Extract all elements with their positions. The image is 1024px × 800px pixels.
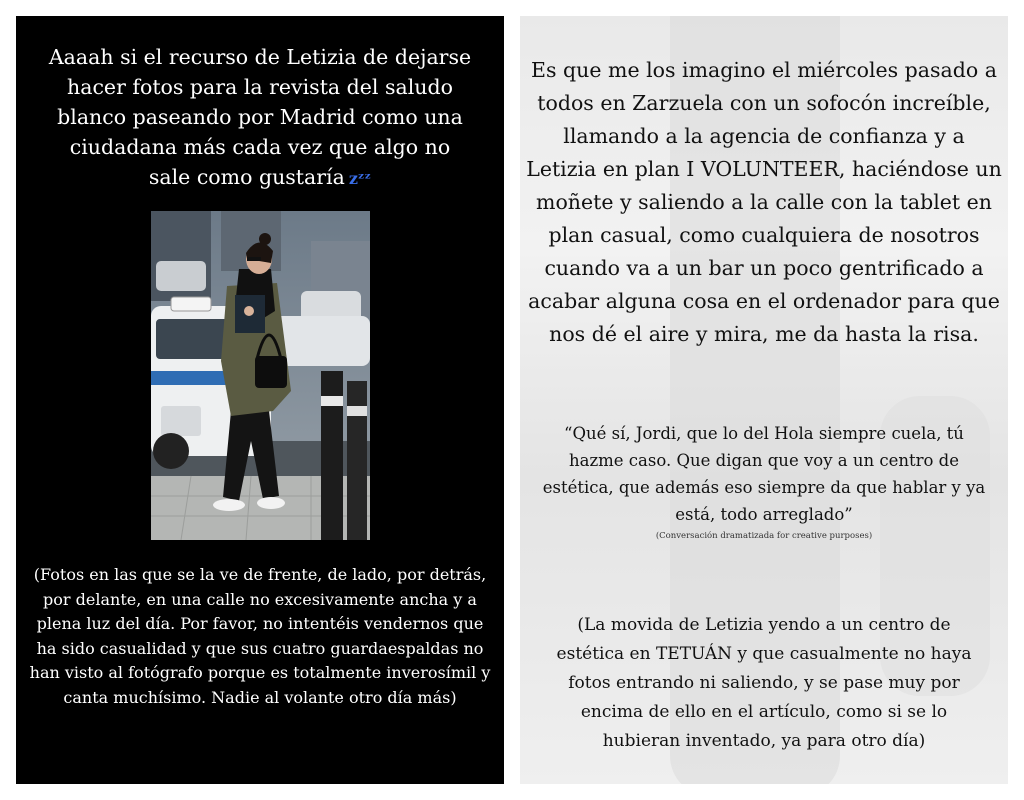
street-photo	[151, 211, 370, 540]
right-story-panel	[520, 16, 1008, 784]
right-note-text: (La movida de Letizia yendo a un centro de estética en TETUÁN y que casualmente no haya fotos entrando ni saliendo, y se pase muy por encima de ello en el artículo, como si se lo hubieran inventado, ya para otro día)	[556, 615, 972, 751]
right-credit-text: (Conversación dramatizada for creative purposes)	[655, 531, 873, 541]
left-intro-text	[16, 42, 504, 194]
right-quote-text: “Qué sí, Jordi, que lo del Hola siempre cuela, tú hazme caso. Que digan que voy a un centro de estética, que además eso siempre da que hablar y ya está, todo arreglado”	[542, 424, 986, 524]
right-main-text: Es que me los imagino el miércoles pasado a todos en Zarzuela con un sofocón increíble, llamando a la agencia de confianza y a Letizia en plan I VOLUNTEER, haciéndose un moñete y saliendo a la calle con la tablet en plan casual, como cualquiera de nosotros cuando va a un bar un poco gentrificado a acabar alguna cosa en el ordenador para que nos dé el aire y mira, me da hasta la risa.	[526, 58, 1002, 346]
zzz-emoji-icon: zᶻᶻ	[348, 169, 372, 188]
left-story-panel	[16, 16, 504, 784]
woman-walking-photo-icon	[151, 211, 370, 540]
left-intro-content: Aaaah si el recurso de Letizia de dejarse hacer fotos para la revista del saludo blanco paseando por Madrid como una ciudadana más cada vez que algo no sale como gustaría	[48, 45, 472, 189]
left-note-text: (Fotos en las que se la ve de frente, de lado, por detrás, por delante, en una calle no excesivamente ancha y a plena luz del día. Por favor, no intentéis vendernos que ha sido casualidad y que sus cuatro guardaespaldas no han visto al fotógrafo porque es totalmente inverosímil y canta muchísimo. Nadie al volante otro día más)	[29, 565, 491, 707]
